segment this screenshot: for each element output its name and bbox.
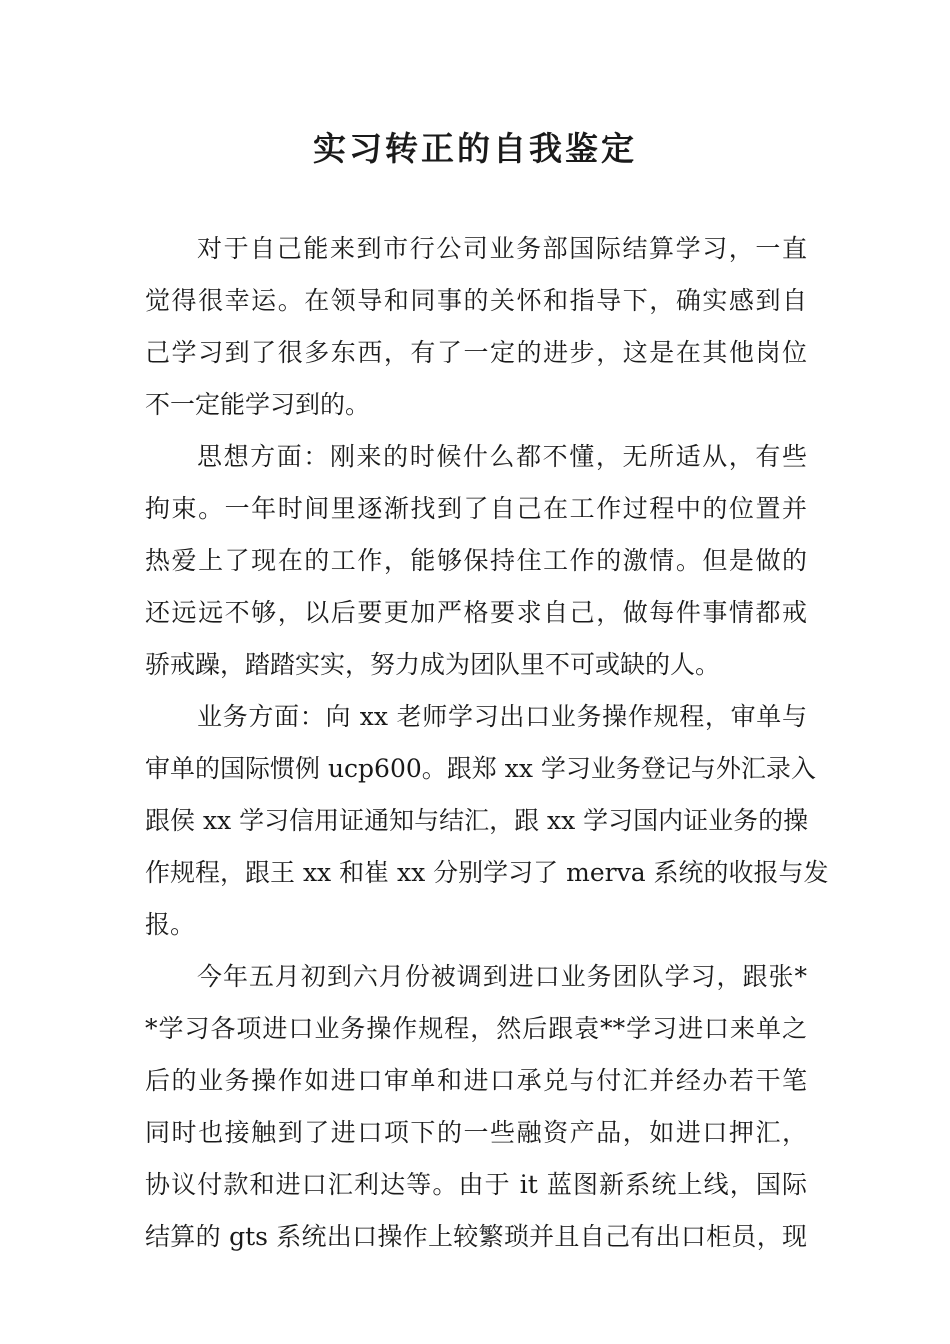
paragraph-line: 思想方面：刚来的时候什么都不懂，无所适从，有些 [197,442,807,471]
paragraph-line: 协议付款和进口汇利达等。由于 it 蓝图新系统上线，国际 [145,1170,807,1199]
paragraph-line: 今年五月初到六月份被调到进口业务团队学习，跟张* [197,962,807,991]
paragraph-line: 拘束。一年时间里逐渐找到了自己在工作过程中的位置并 [145,494,807,523]
paragraph-line: 结算的 gts 系统出口操作上较繁琐并且自己有出口柜员，现 [145,1222,807,1251]
paragraph-line: *学习各项进口业务操作规程，然后跟袁**学习进口来单之 [145,1014,807,1043]
paragraph-line: 业务方面：向 xx 老师学习出口业务操作规程，审单与 [197,702,807,731]
paragraph-line: 不一定能学习到的。 [145,390,371,419]
paragraph-line: 报。 [145,910,196,939]
document-title: 实习转正的自我鉴定 [313,129,637,168]
paragraph-line: 跟侯 xx 学习信用证通知与结汇，跟 xx 学习国内证业务的操 [145,806,809,835]
paragraph-line: 审单的国际惯例 ucp600。跟郑 xx 学习业务登记与外汇录入 [145,754,816,783]
paragraph-line: 还远远不够，以后要更加严格要求自己，做每件事情都戒 [145,598,807,627]
document-body [145,223,829,1263]
paragraph-line: 后的业务操作如进口审单和进口承兑与付汇并经办若干笔 [145,1066,807,1095]
paragraph-line: 骄戒躁，踏踏实实，努力成为团队里不可或缺的人。 [145,650,721,679]
paragraph-line: 对于自己能来到市行公司业务部国际结算学习，一直 [197,234,807,263]
paragraph-line: 同时也接触到了进口项下的一些融资产品，如进口押汇， [145,1118,807,1147]
paragraph-line: 己学习到了很多东西，有了一定的进步，这是在其他岗位 [145,338,807,367]
paragraph-line: 热爱上了现在的工作，能够保持住工作的激情。但是做的 [145,546,807,575]
paragraph-line: 觉得很幸运。在领导和同事的关怀和指导下，确实感到自 [145,286,807,315]
paragraph-line: 作规程，跟王 xx 和崔 xx 分别学习了 merva 系统的收报与发 [145,858,829,887]
